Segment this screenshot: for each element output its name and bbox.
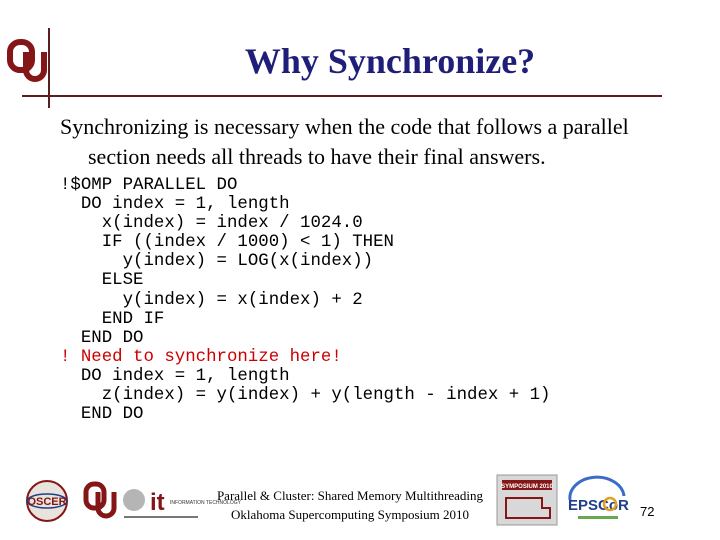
footer-line-2: Oklahoma Supercomputing Symposium 2010: [231, 507, 469, 522]
code-line: !$OMP PARALLEL DO: [60, 176, 238, 195]
svg-text:it: it: [150, 489, 165, 516]
footer-line-1: Parallel & Cluster: Shared Memory Multithreading: [216, 488, 484, 503]
slide-paragraph: [60, 112, 700, 172]
code-line: DO index = 1, length: [60, 366, 290, 386]
symposium-logo: [496, 474, 558, 526]
code-line: y(index) = x(index) + 2: [60, 290, 363, 310]
svg-text:INFORMATION TECHNOLOGY: INFORMATION TECHNOLOGY: [170, 500, 241, 506]
slide-title: Why Synchronize?: [244, 41, 536, 81]
code-line: z(index) = y(index) + y(length - index + 1): [60, 386, 551, 406]
code-line: x(index) = index / 1024.0: [60, 214, 363, 234]
code-line: END DO: [60, 405, 144, 425]
paragraph-line-1: Synchronizing is necessary when the code that follows a parallel: [60, 114, 629, 139]
code-block: [60, 176, 551, 424]
code-line: IF ((index / 1000) < 1) THEN: [60, 233, 394, 253]
code-line: ELSE: [60, 271, 144, 291]
svg-text:SYMPOSIUM 2010: SYMPOSIUM 2010: [501, 484, 553, 490]
code-line: END IF: [60, 309, 165, 329]
epscor-logo: [564, 478, 632, 524]
code-comment-line: ! Need to synchronize here!: [60, 347, 342, 367]
ou-logo: [8, 38, 48, 86]
svg-text:OSCER: OSCER: [27, 496, 67, 508]
page-number: 72: [640, 504, 655, 519]
code-line: y(index) = LOG(x(index)): [60, 252, 374, 272]
oit-logo: [120, 482, 241, 524]
code-line: END DO: [60, 328, 144, 348]
paragraph-line-2: section needs all threads to have their final answers.: [88, 144, 546, 169]
horizontal-rule: [22, 95, 662, 97]
footer: [0, 470, 720, 540]
oscer-logo: [18, 478, 76, 524]
svg-text:EPSCoR: EPSCoR: [568, 497, 629, 514]
footer-text: [195, 486, 505, 524]
code-line: DO index = 1, length: [60, 195, 290, 215]
ou-logo-footer: [84, 480, 118, 524]
